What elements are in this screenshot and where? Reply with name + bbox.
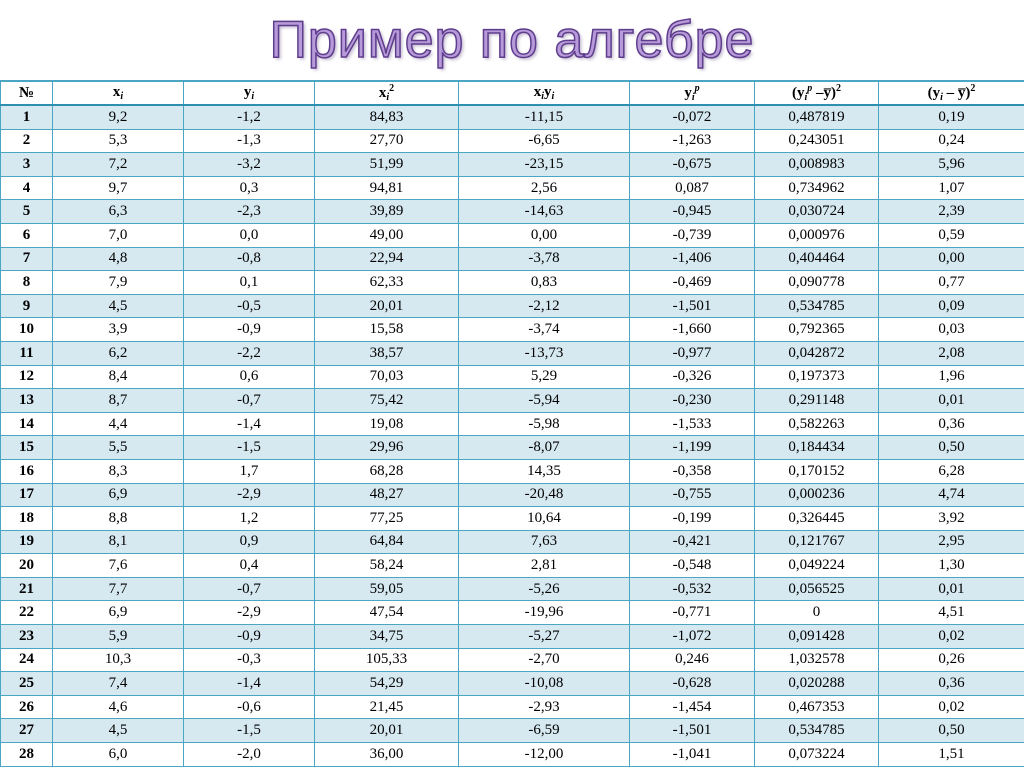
table-row [1,625,1024,649]
table-cell: -2,12 [459,294,630,318]
table-row [1,695,1024,719]
table-cell: 4,6 [53,695,184,719]
row-number: 9 [1,294,53,318]
table-cell: -0,5 [184,294,315,318]
table-cell: -2,3 [184,200,315,224]
table-cell: -3,78 [459,247,630,271]
table-cell: 0,291148 [755,389,879,413]
table-cell: 22,94 [315,247,459,271]
table-cell: -1,072 [630,625,755,649]
col-header-num: № [1,81,53,105]
table-cell: -0,675 [630,153,755,177]
table-cell: -2,9 [184,483,315,507]
col-header-x: $x_i$ [53,81,184,105]
table-cell: 7,6 [53,554,184,578]
table-cell: 3,9 [53,318,184,342]
row-number: 7 [1,247,53,271]
table-cell: 0,091428 [755,625,879,649]
table-row [1,554,1024,578]
table-cell: 0,404464 [755,247,879,271]
table-cell: 0,77 [879,271,1024,295]
table-cell: 5,5 [53,436,184,460]
table-cell: -0,8 [184,247,315,271]
row-number: 20 [1,554,53,578]
table-cell: 70,03 [315,365,459,389]
table-cell: 0,020288 [755,672,879,696]
table-cell: 7,0 [53,223,184,247]
row-number: 3 [1,153,53,177]
table-cell: 2,56 [459,176,630,200]
table-cell: 0,0 [184,223,315,247]
table-cell: -0,469 [630,271,755,295]
table-cell: 0,197373 [755,365,879,389]
table-cell: 51,99 [315,153,459,177]
table-cell: -0,199 [630,507,755,531]
table-cell: 38,57 [315,341,459,365]
table-cell: -2,70 [459,648,630,672]
row-number: 5 [1,200,53,224]
table-cell: 1,2 [184,507,315,531]
table-cell: 0,246 [630,648,755,672]
table-cell: -19,96 [459,601,630,625]
row-number: 27 [1,719,53,743]
table-cell: -6,65 [459,129,630,153]
table-cell: 0,534785 [755,719,879,743]
col-header-deviation-sq: ($y_i$ – y̅)$^2$ [879,81,1024,105]
row-number: 6 [1,223,53,247]
table-cell: -1,406 [630,247,755,271]
table-cell: -1,199 [630,436,755,460]
table-cell: 15,58 [315,318,459,342]
table-cell: 20,01 [315,294,459,318]
table-cell: -1,4 [184,412,315,436]
col-header-y-predicted: $y_i^p$ [630,81,755,105]
table-cell: 0,1 [184,271,315,295]
table-cell: -6,59 [459,719,630,743]
table-cell: 0,073224 [755,743,879,767]
table-cell: 5,29 [459,365,630,389]
table-cell: -0,755 [630,483,755,507]
row-number: 15 [1,436,53,460]
row-number: 24 [1,648,53,672]
slide-title: Пример по алгебре [269,11,755,69]
table-cell: -1,5 [184,436,315,460]
table-cell: 0,042872 [755,341,879,365]
table-cell: 19,08 [315,412,459,436]
table-cell: 36,00 [315,743,459,767]
table-cell: 8,3 [53,459,184,483]
row-number: 17 [1,483,53,507]
table-cell: 5,3 [53,129,184,153]
table-cell: -0,945 [630,200,755,224]
table-cell: 64,84 [315,530,459,554]
table-cell: 0,00 [459,223,630,247]
table-cell: 4,8 [53,247,184,271]
table-cell: 0,09 [879,294,1024,318]
table-cell: 39,89 [315,200,459,224]
col-header-pred-deviation-sq: ($y_i^p$ –y̅)$^2$ [755,81,879,105]
table-cell: -1,041 [630,743,755,767]
table-cell: 0,184434 [755,436,879,460]
table-cell: 75,42 [315,389,459,413]
table-cell: 7,4 [53,672,184,696]
table-row [1,247,1024,271]
table-cell: 1,07 [879,176,1024,200]
table-body [1,105,1024,766]
table-cell: 0,19 [879,105,1024,129]
table-cell: -1,454 [630,695,755,719]
table-cell: 4,5 [53,294,184,318]
row-number: 11 [1,341,53,365]
table-cell: 0,487819 [755,105,879,129]
row-number: 19 [1,530,53,554]
header-row [1,81,1024,105]
table-cell: 0,50 [879,719,1024,743]
data-table [0,80,1024,767]
table-cell: 4,74 [879,483,1024,507]
table-cell: 8,7 [53,389,184,413]
table-cell: -5,26 [459,577,630,601]
table-cell: 0,000236 [755,483,879,507]
table-cell: 0,326445 [755,507,879,531]
table-cell: 0,030724 [755,200,879,224]
table-cell: 0,734962 [755,176,879,200]
row-number: 12 [1,365,53,389]
table-cell: 21,45 [315,695,459,719]
table-cell: -0,548 [630,554,755,578]
table-cell: 49,00 [315,223,459,247]
row-number: 26 [1,695,53,719]
table-cell: 0,4 [184,554,315,578]
table-cell: -1,501 [630,719,755,743]
table-row [1,176,1024,200]
table-cell: 7,7 [53,577,184,601]
table-cell: 2,95 [879,530,1024,554]
table-cell: -0,421 [630,530,755,554]
table-cell: -14,63 [459,200,630,224]
table-cell: 1,51 [879,743,1024,767]
table-cell: 7,63 [459,530,630,554]
table-cell: -5,27 [459,625,630,649]
table-row [1,294,1024,318]
table-cell: -12,00 [459,743,630,767]
table-cell: 1,96 [879,365,1024,389]
table-row [1,743,1024,767]
table-cell: 0,02 [879,695,1024,719]
table-cell: 7,2 [53,153,184,177]
table-cell: -0,9 [184,318,315,342]
table-cell: -0,7 [184,389,315,413]
row-number: 13 [1,389,53,413]
table-row [1,318,1024,342]
table-cell: -5,94 [459,389,630,413]
table-cell: 7,9 [53,271,184,295]
row-number: 21 [1,577,53,601]
table-cell: 0,534785 [755,294,879,318]
table-cell: 4,51 [879,601,1024,625]
table-cell: -0,977 [630,341,755,365]
row-number: 1 [1,105,53,129]
table-cell: 29,96 [315,436,459,460]
table-cell: -1,263 [630,129,755,153]
table-cell: 0,26 [879,648,1024,672]
table-cell: 0,121767 [755,530,879,554]
table-cell: 6,3 [53,200,184,224]
table-cell: 68,28 [315,459,459,483]
table-cell: -1,5 [184,719,315,743]
table-cell: 0,00 [879,247,1024,271]
col-header-x-squared: $x_i^2$ [315,81,459,105]
table-cell: -0,230 [630,389,755,413]
table-cell: 0,090778 [755,271,879,295]
table-cell: 1,032578 [755,648,879,672]
table-row [1,530,1024,554]
table-cell: -0,739 [630,223,755,247]
table-cell: 77,25 [315,507,459,531]
table-row [1,223,1024,247]
table-cell: 10,3 [53,648,184,672]
table-cell: -13,73 [459,341,630,365]
table-cell: 0,01 [879,389,1024,413]
table-cell: -2,0 [184,743,315,767]
table-row [1,412,1024,436]
table-cell: 6,28 [879,459,1024,483]
table-row [1,459,1024,483]
table-cell: 0,008983 [755,153,879,177]
table-cell: 94,81 [315,176,459,200]
table-row [1,577,1024,601]
table-cell: -0,072 [630,105,755,129]
table-cell: 1,30 [879,554,1024,578]
table-cell: -1,533 [630,412,755,436]
table-cell: -0,358 [630,459,755,483]
table-cell: 0,792365 [755,318,879,342]
table-cell: 58,24 [315,554,459,578]
table-cell: -23,15 [459,153,630,177]
table-cell: 0,03 [879,318,1024,342]
table-row [1,365,1024,389]
table-cell: 8,1 [53,530,184,554]
table-cell: -1,501 [630,294,755,318]
table-cell: -3,2 [184,153,315,177]
row-number: 16 [1,459,53,483]
table-row [1,389,1024,413]
table-cell: 0,000976 [755,223,879,247]
row-number: 23 [1,625,53,649]
col-header-y: $y_i$ [184,81,315,105]
table-cell: 0,36 [879,672,1024,696]
table-cell: -5,98 [459,412,630,436]
table-row [1,271,1024,295]
row-number: 25 [1,672,53,696]
table-row [1,200,1024,224]
table-cell: 4,4 [53,412,184,436]
table-cell: 4,5 [53,719,184,743]
row-number: 4 [1,176,53,200]
table-cell: 0,087 [630,176,755,200]
table-row [1,719,1024,743]
row-number: 18 [1,507,53,531]
table-cell: 59,05 [315,577,459,601]
table-cell: 0,36 [879,412,1024,436]
table-cell: -0,9 [184,625,315,649]
table-cell: 0,056525 [755,577,879,601]
table-cell: 2,08 [879,341,1024,365]
table-cell: 14,35 [459,459,630,483]
table-cell: -1,3 [184,129,315,153]
table-cell: 20,01 [315,719,459,743]
row-number: 10 [1,318,53,342]
table-cell: 0,3 [184,176,315,200]
table-cell: -0,7 [184,577,315,601]
table-row [1,648,1024,672]
table-row [1,153,1024,177]
table-cell: -1,2 [184,105,315,129]
table-cell: 0,59 [879,223,1024,247]
table-row [1,507,1024,531]
table-cell: 6,9 [53,601,184,625]
table-cell: 8,4 [53,365,184,389]
table-cell: 3,92 [879,507,1024,531]
table-row [1,105,1024,129]
table-cell: 27,70 [315,129,459,153]
table-cell: 0,01 [879,577,1024,601]
table-cell: 0,6 [184,365,315,389]
table-cell: -11,15 [459,105,630,129]
table-cell: -2,9 [184,601,315,625]
table-cell: -1,4 [184,672,315,696]
table-cell: 0,50 [879,436,1024,460]
table-cell: -2,93 [459,695,630,719]
table-cell: 10,64 [459,507,630,531]
table-cell: -0,771 [630,601,755,625]
table-row [1,601,1024,625]
table-cell: -10,08 [459,672,630,696]
table-cell: -0,326 [630,365,755,389]
table-cell: 47,54 [315,601,459,625]
table-row [1,436,1024,460]
table-cell: 6,9 [53,483,184,507]
table-cell: -3,74 [459,318,630,342]
row-number: 2 [1,129,53,153]
table-cell: -0,532 [630,577,755,601]
row-number: 28 [1,743,53,767]
table-cell: 0,02 [879,625,1024,649]
table-cell: 0,049224 [755,554,879,578]
table-row [1,341,1024,365]
table-cell: 0,467353 [755,695,879,719]
table-cell: -0,3 [184,648,315,672]
table-cell: 0,9 [184,530,315,554]
table-cell: -20,48 [459,483,630,507]
table-cell: 54,29 [315,672,459,696]
row-number: 22 [1,601,53,625]
table-cell: 2,39 [879,200,1024,224]
table-cell: 9,7 [53,176,184,200]
table-cell: 0,582263 [755,412,879,436]
table-cell: 0,170152 [755,459,879,483]
table-cell: 2,81 [459,554,630,578]
table-cell: 8,8 [53,507,184,531]
table-row [1,129,1024,153]
table-cell: -0,628 [630,672,755,696]
table-cell: 105,33 [315,648,459,672]
row-number: 8 [1,271,53,295]
table-row [1,672,1024,696]
table-row [1,483,1024,507]
table-cell: 0,83 [459,271,630,295]
table-cell: 5,96 [879,153,1024,177]
table-cell: 5,9 [53,625,184,649]
table-cell: 6,2 [53,341,184,365]
table-cell: 1,7 [184,459,315,483]
table-cell: 48,27 [315,483,459,507]
table-cell: -2,2 [184,341,315,365]
table-cell: 6,0 [53,743,184,767]
table-cell: 0,24 [879,129,1024,153]
table-cell: 62,33 [315,271,459,295]
row-number: 14 [1,412,53,436]
col-header-xy: $x_iy_i$ [459,81,630,105]
table-cell: 34,75 [315,625,459,649]
table-cell: 9,2 [53,105,184,129]
table-cell: -8,07 [459,436,630,460]
table-cell: 84,83 [315,105,459,129]
table-cell: -0,6 [184,695,315,719]
table-cell: -1,660 [630,318,755,342]
table-cell: 0 [755,601,879,625]
table-cell: 0,243051 [755,129,879,153]
